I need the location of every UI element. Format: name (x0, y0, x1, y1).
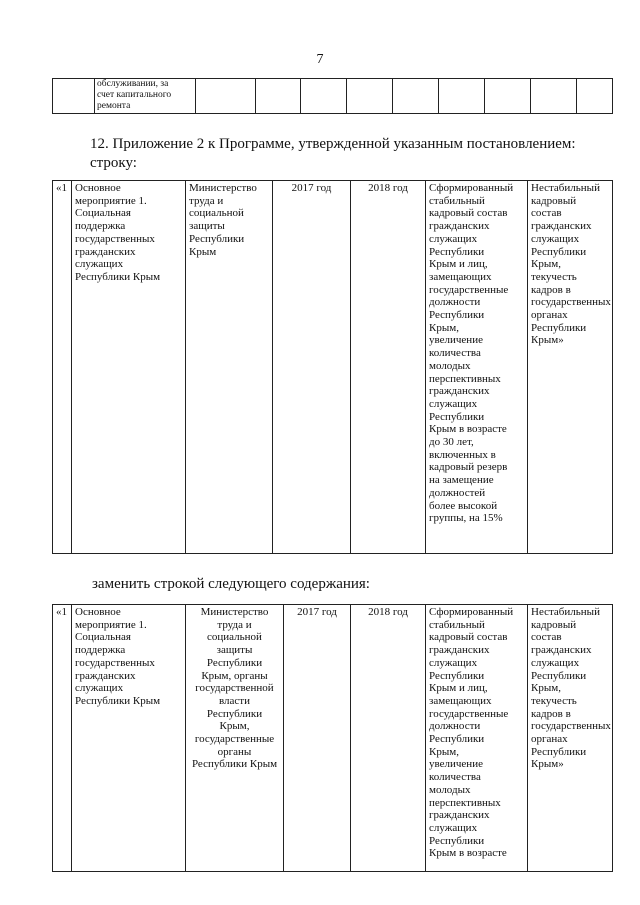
row-number-cell: «1 (53, 181, 72, 554)
page-number: 7 (316, 52, 324, 67)
stroku-text: строку: (90, 155, 137, 171)
table-cell (347, 79, 393, 114)
table-cell (439, 79, 485, 114)
replace-instruction-text: заменить строкой следующего содержания: (92, 576, 370, 592)
consequence-cell: Нестабильный кадровый состав гражданских служащих Республики Крым, текучесть кадров в государственных органах Республики Крым» (528, 181, 613, 554)
new-row-table (52, 604, 613, 872)
previous-table-fragment (52, 78, 613, 114)
event-cell: Основное мероприятие 1. Социальная поддержка государственных гражданских служащих Республики Крым (72, 605, 186, 872)
table-cell (301, 79, 347, 114)
table-cell (196, 79, 256, 114)
table-cell (256, 79, 301, 114)
table-row (53, 79, 613, 114)
result-cell: Сформированный стабильный кадровый состав гражданских служащих Республики Крым и лиц, замещающих государственные должности Республики Крым, увеличение количества молодых перспективных гражданских служащих Республики Крым в возрасте до 30 лет, включенных в кадровый резерв на замещение должностей более высокой группы, на 15% (426, 181, 528, 554)
table-cell (53, 79, 95, 114)
row-number-cell: «1 (53, 605, 72, 872)
end-year-cell: 2018 год (351, 605, 426, 872)
table-cell (577, 79, 613, 114)
executor-cell: Министерство труда и социальной защиты Республики Крым (186, 181, 273, 554)
table-cell: обслуживании, за счет капитального ремонта (95, 79, 196, 114)
old-row-table (52, 180, 613, 554)
executor-cell: Министерство труда и социальной защиты Республики Крым, органы государственной власти Республики Крым, государственные органы Республики Крым (186, 605, 284, 872)
table-cell (485, 79, 531, 114)
event-cell: Основное мероприятие 1. Социальная поддержка государственных гражданских служащих Республики Крым (72, 181, 186, 554)
consequence-cell: Нестабильный кадровый состав гражданских служащих Республики Крым, текучесть кадров в государственных органах Республики Крым» (528, 605, 613, 872)
start-year-cell: 2017 год (284, 605, 351, 872)
start-year-cell: 2017 год (273, 181, 351, 554)
end-year-cell: 2018 год (351, 181, 426, 554)
table-row (53, 181, 613, 554)
result-cell: Сформированный стабильный кадровый состав гражданских служащих Республики Крым и лиц, замещающих государственные должности Республики Крым, увеличение количества молодых перспективных гражданских служащих Республики Крым в возрасте (426, 605, 528, 872)
table-cell (531, 79, 577, 114)
table-row (53, 605, 613, 872)
amendment-item-text: 12. Приложение 2 к Программе, утвержденной указанным постановлением: (90, 136, 576, 152)
table-cell (393, 79, 439, 114)
